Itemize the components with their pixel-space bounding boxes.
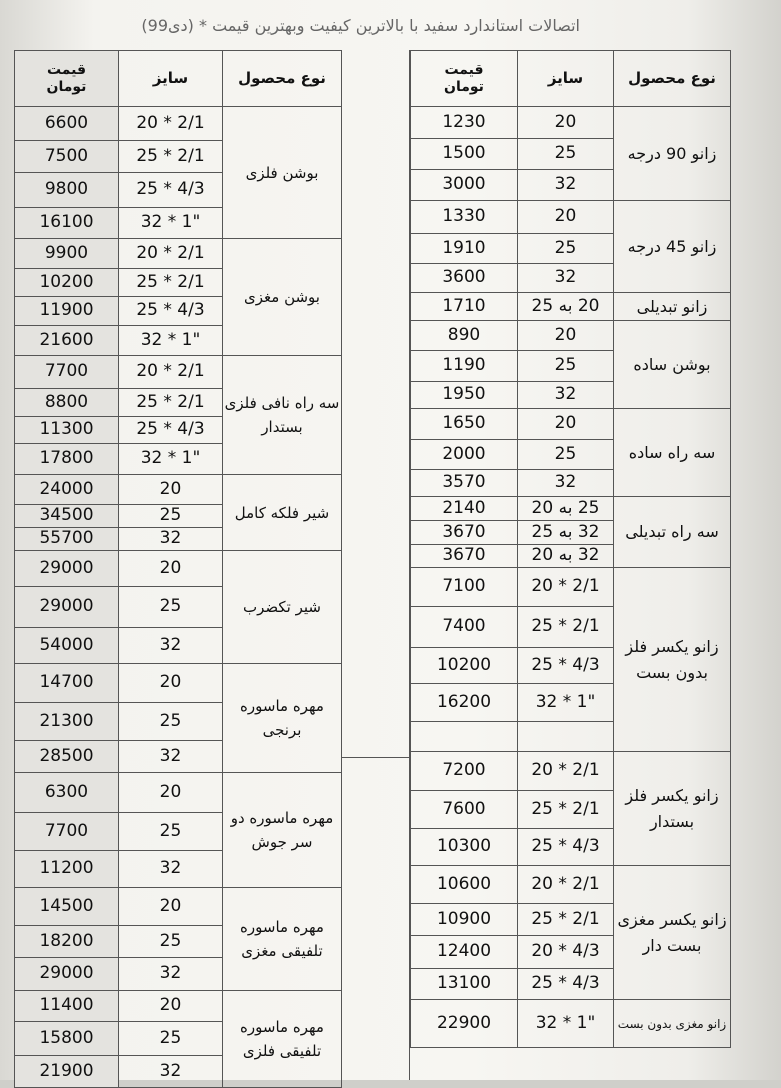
right-header-price <box>411 51 518 107</box>
left-header-price <box>15 51 119 107</box>
right-price-cell: 1950 <box>411 382 518 409</box>
right-header-row <box>411 51 731 107</box>
left-price-cell: 24000 <box>15 475 119 505</box>
left-table-row <box>15 991 342 1022</box>
left-price-cell: 29000 <box>15 551 119 587</box>
left-size-cell: 32 <box>119 528 223 551</box>
left-price-cell: 11200 <box>15 851 119 888</box>
left-header-size: سایز <box>119 51 223 107</box>
left-size-cell: "1 * 32 <box>119 208 223 239</box>
left-size-cell: 4/3 * 25 <box>119 417 223 444</box>
left-product-name-cell: مهره ماسوره تلفیقی فلزی <box>223 991 342 1088</box>
right-size-cell: "1 * 32 <box>518 1000 614 1048</box>
right-price-cell: 890 <box>411 321 518 351</box>
right-size-cell: 32 <box>518 170 614 201</box>
left-price-table <box>14 50 342 1088</box>
left-size-cell: 25 <box>119 505 223 528</box>
right-price-cell: 13100 <box>411 969 518 1000</box>
right-table-row <box>411 107 731 139</box>
left-price-cell: 21300 <box>15 703 119 741</box>
right-size-cell: 2/1 * 25 <box>518 607 614 648</box>
left-size-cell: 20 <box>119 888 223 926</box>
right-product-name-cell: زانو 90 درجه <box>614 107 731 201</box>
right-price-cell: 10900 <box>411 904 518 936</box>
right-size-cell: 20 <box>518 409 614 440</box>
right-product-name-cell: زانو یکسر فلز بستدار <box>614 752 731 866</box>
left-size-cell: 4/3 * 25 <box>119 297 223 326</box>
left-price-cell: 8800 <box>15 389 119 417</box>
right-price-cell: 1910 <box>411 234 518 264</box>
right-product-name-cell: زانو یکسر مغزی بست دار <box>614 866 731 1000</box>
right-table-row <box>411 293 731 321</box>
left-size-cell: 32 <box>119 851 223 888</box>
right-size-cell: 20 <box>518 201 614 234</box>
left-price-cell: 6600 <box>15 107 119 141</box>
left-price-cell: 7700 <box>15 813 119 851</box>
left-size-cell: 25 <box>119 587 223 628</box>
left-product-name-cell: مهره ماسوره برنجی <box>223 664 342 773</box>
left-price-cell: 18200 <box>15 926 119 958</box>
right-price-cell: 3000 <box>411 170 518 201</box>
left-size-cell: 32 <box>119 628 223 664</box>
left-price-cell: 14500 <box>15 888 119 926</box>
left-size-cell: 2/1 * 25 <box>119 269 223 297</box>
left-price-cell: 17800 <box>15 444 119 475</box>
left-price-cell: 55700 <box>15 528 119 551</box>
left-table-row <box>15 664 342 703</box>
left-product-name-cell: بوشن فلزی <box>223 107 342 239</box>
right-size-cell: 32 به 25 <box>518 521 614 545</box>
right-size-cell: 20 به 25 <box>518 293 614 321</box>
left-price-cell: 10200 <box>15 269 119 297</box>
right-price-cell: 10600 <box>411 866 518 904</box>
left-table-row <box>15 107 342 141</box>
left-header-type: نوع محصول <box>223 51 342 107</box>
right-price-cell: 22900 <box>411 1000 518 1048</box>
right-price-cell: 3670 <box>411 545 518 568</box>
left-product-name-cell: بوشن مغزی <box>223 239 342 356</box>
right-table-row <box>411 409 731 440</box>
right-table-row <box>411 201 731 234</box>
left-table-row <box>15 773 342 813</box>
right-size-cell: 32 به 20 <box>518 545 614 568</box>
left-header-row <box>15 51 342 107</box>
left-size-cell: 2/1 * 25 <box>119 389 223 417</box>
right-price-cell: 1710 <box>411 293 518 321</box>
right-price-cell: 3570 <box>411 470 518 497</box>
right-price-cell: 1500 <box>411 139 518 170</box>
right-price-cell: 7400 <box>411 607 518 648</box>
left-price-cell: 9900 <box>15 239 119 269</box>
left-price-cell: 6300 <box>15 773 119 813</box>
right-size-cell: 25 <box>518 351 614 382</box>
right-table-row <box>411 497 731 521</box>
left-size-cell: 20 <box>119 664 223 703</box>
right-size-cell: 2/1 * 20 <box>518 752 614 791</box>
left-size-cell: 4/3 * 25 <box>119 173 223 208</box>
right-size-cell: 2/1 * 20 <box>518 866 614 904</box>
right-size-cell: 20 <box>518 107 614 139</box>
page-title: اتصالات استاندارد سفید با بالاترین کیفیت وبهترین قیمت * (دی99) <box>141 16 580 35</box>
right-price-cell: 1190 <box>411 351 518 382</box>
right-price-cell: 3600 <box>411 264 518 293</box>
left-price-cell: 11400 <box>15 991 119 1022</box>
right-price-cell: 1330 <box>411 201 518 234</box>
left-size-cell: 2/1 * 20 <box>119 107 223 141</box>
right-size-cell <box>518 722 614 752</box>
left-product-name-cell: سه راه نافی فلزی بستدار <box>223 356 342 475</box>
right-price-cell: 2140 <box>411 497 518 521</box>
left-product-name-cell: شیر فلکه کامل <box>223 475 342 551</box>
right-price-cell: 3670 <box>411 521 518 545</box>
left-table-row <box>15 475 342 505</box>
left-size-cell: "1 * 32 <box>119 444 223 475</box>
right-size-cell: 2/1 * 25 <box>518 904 614 936</box>
left-price-cell: 11900 <box>15 297 119 326</box>
left-product-name-cell: مهره ماسوره دو سر جوش <box>223 773 342 888</box>
left-price-cell: 29000 <box>15 958 119 991</box>
right-table-row <box>411 568 731 607</box>
left-price-cell: 16100 <box>15 208 119 239</box>
left-size-cell: 20 <box>119 773 223 813</box>
right-price-cell: 10200 <box>411 648 518 684</box>
right-product-name-cell: زانو 45 درجه <box>614 201 731 293</box>
right-size-cell: 25 <box>518 440 614 470</box>
right-price-cell: 1650 <box>411 409 518 440</box>
left-table-row <box>15 239 342 269</box>
right-table-row <box>411 752 731 791</box>
left-header-price-text: قیمت تومان <box>46 61 87 95</box>
right-header-type: نوع محصول <box>614 51 731 107</box>
right-price-cell: 7100 <box>411 568 518 607</box>
left-price-cell: 14700 <box>15 664 119 703</box>
right-size-cell: 4/3 * 25 <box>518 648 614 684</box>
left-size-cell: 2/1 * 20 <box>119 356 223 389</box>
right-price-cell: 10300 <box>411 829 518 866</box>
right-price-cell: 16200 <box>411 684 518 722</box>
right-price-table <box>410 50 731 1048</box>
right-price-cell: 12400 <box>411 936 518 969</box>
left-price-cell: 11300 <box>15 417 119 444</box>
left-size-cell: 20 <box>119 475 223 505</box>
right-size-cell: 25 به 20 <box>518 497 614 521</box>
right-price-cell: 7200 <box>411 752 518 791</box>
right-product-name-cell: سه راه تبدیلی <box>614 497 731 568</box>
right-size-cell: 4/3 * 25 <box>518 829 614 866</box>
right-size-cell: 25 <box>518 139 614 170</box>
right-size-cell: 20 <box>518 321 614 351</box>
right-table-row <box>411 321 731 351</box>
left-price-cell: 7700 <box>15 356 119 389</box>
right-table-row <box>411 1000 731 1048</box>
right-size-cell: 32 <box>518 264 614 293</box>
left-size-cell: "1 * 32 <box>119 326 223 356</box>
left-size-cell: 25 <box>119 1022 223 1056</box>
right-header-price-text: قیمت تومان <box>444 61 484 95</box>
middle-spacer-bottom <box>342 762 409 1080</box>
right-size-cell: 32 <box>518 470 614 497</box>
right-product-name-cell: بوشن ساده <box>614 321 731 409</box>
left-price-cell: 29000 <box>15 587 119 628</box>
right-product-name-cell: زانو یکسر فلز بدون بست <box>614 568 731 752</box>
middle-spacer <box>341 50 410 1080</box>
right-size-cell: 4/3 * 20 <box>518 936 614 969</box>
left-price-cell: 7500 <box>15 141 119 173</box>
left-size-cell: 25 <box>119 703 223 741</box>
left-price-cell: 21900 <box>15 1056 119 1088</box>
left-size-cell: 25 <box>119 813 223 851</box>
right-header-size: سایز <box>518 51 614 107</box>
left-price-cell: 28500 <box>15 741 119 773</box>
right-size-cell: 2/1 * 20 <box>518 568 614 607</box>
right-size-cell: "1 * 32 <box>518 684 614 722</box>
right-price-cell: 7600 <box>411 791 518 829</box>
middle-spacer-top <box>342 50 409 758</box>
left-table-row <box>15 551 342 587</box>
left-price-cell: 34500 <box>15 505 119 528</box>
right-product-name-cell: زانو مغزی بدون بست <box>614 1000 731 1048</box>
left-table-row <box>15 356 342 389</box>
left-price-cell: 15800 <box>15 1022 119 1056</box>
right-price-cell: 1230 <box>411 107 518 139</box>
right-price-cell: 2000 <box>411 440 518 470</box>
right-size-cell: 25 <box>518 234 614 264</box>
left-size-cell: 25 <box>119 926 223 958</box>
right-price-cell <box>411 722 518 752</box>
right-product-name-cell: سه راه ساده <box>614 409 731 497</box>
left-size-cell: 20 <box>119 991 223 1022</box>
left-size-cell: 32 <box>119 958 223 991</box>
left-product-name-cell: مهره ماسوره تلفیقی مغزی <box>223 888 342 991</box>
right-product-name-cell: زانو تبدیلی <box>614 293 731 321</box>
right-size-cell: 4/3 * 25 <box>518 969 614 1000</box>
left-size-cell: 20 <box>119 551 223 587</box>
left-price-cell: 54000 <box>15 628 119 664</box>
left-price-cell: 9800 <box>15 173 119 208</box>
left-table-row <box>15 888 342 926</box>
left-size-cell: 2/1 * 25 <box>119 141 223 173</box>
right-size-cell: 32 <box>518 382 614 409</box>
left-product-name-cell: شیر تکضرب <box>223 551 342 664</box>
left-size-cell: 32 <box>119 1056 223 1088</box>
left-size-cell: 32 <box>119 741 223 773</box>
left-price-cell: 21600 <box>15 326 119 356</box>
left-size-cell: 2/1 * 20 <box>119 239 223 269</box>
right-size-cell: 2/1 * 25 <box>518 791 614 829</box>
right-table-row <box>411 866 731 904</box>
